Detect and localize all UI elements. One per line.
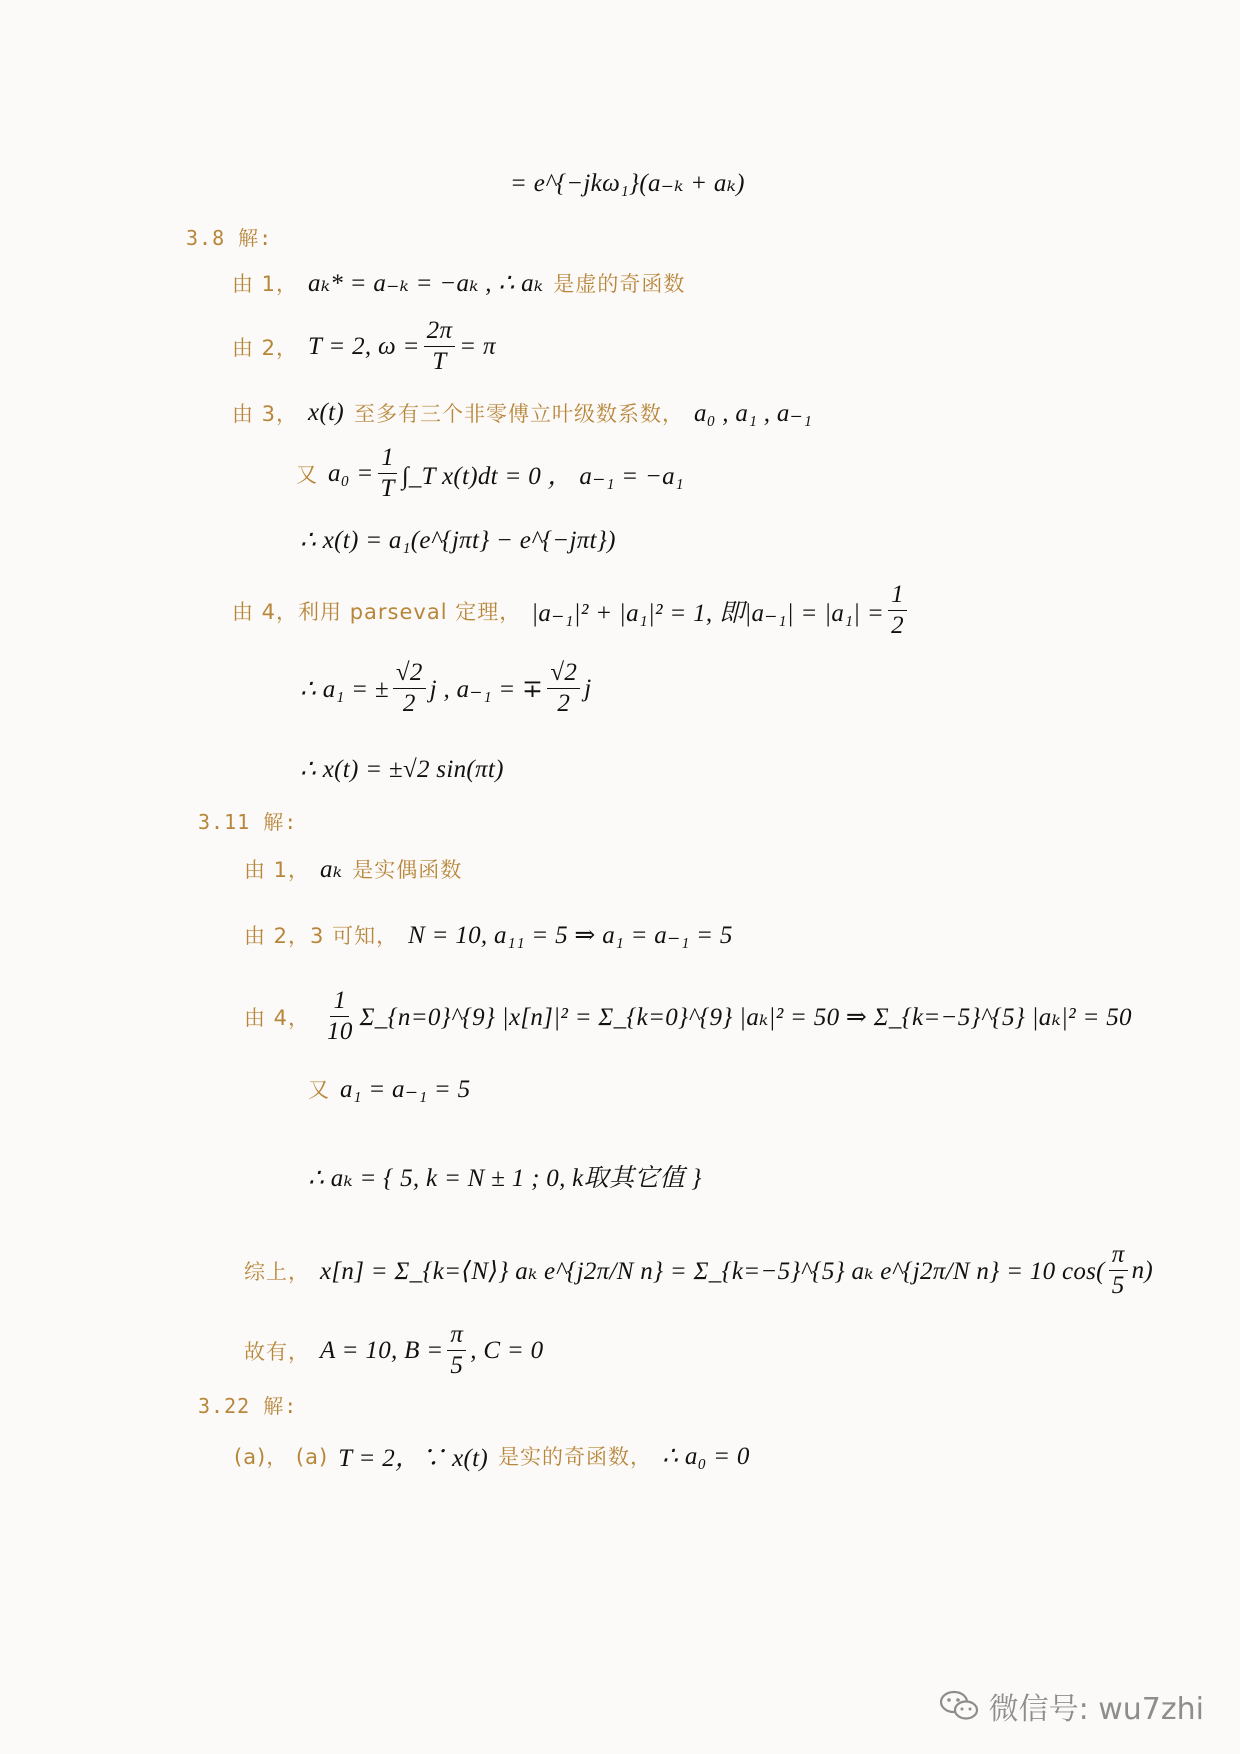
label: 由 1， [244,858,311,882]
equation: aₖ* = a₋ₖ = −aₖ , ∴ aₖ [308,270,544,297]
annotation: 是实偶函数 [352,858,463,882]
watermark [939,1684,1204,1728]
label: (a)， (a) [234,1445,329,1469]
numerator: √2 [547,660,580,689]
equation: N = 10, a₁₁ = 5 ⇒ a₁ = a₋₁ = 5 [408,922,733,949]
numerator: 1 [378,445,397,474]
equation: j [584,674,592,702]
fraction [324,988,356,1046]
label: 由 3， [232,402,299,426]
ak-piecewise-line [308,1158,702,1194]
fraction [424,318,456,376]
xt-line [300,525,616,555]
equation: T = 2, ω = [308,332,420,360]
a1-line [308,1074,470,1104]
equation: ∴ a₁ = ± [300,675,389,703]
result-line [300,754,504,784]
equation: Σ_{n=0}^{9} |x[n]|² = Σ_{k=0}^{9} |aₖ|² = 50 ⇒ Σ_{k=−5}^{5} |aₖ|² = 50 [359,1003,1132,1031]
fraction [1109,1242,1128,1300]
equation: = e^{−jkω₁}(a₋ₖ + aₖ) [510,170,745,197]
fraction [547,660,580,718]
denominator: T [380,475,395,503]
conclusion-line [244,1322,543,1380]
a0-line [296,445,684,503]
equation: |a₋₁|² + |a₁|² = 1, 即|a₋₁| = |a₁| = [531,599,885,627]
section-title: 3.22 解: [198,1394,298,1418]
equation: a₁ = a₋₁ = 5 [340,1076,471,1103]
equation-line [510,168,745,198]
equation: ∴ x(t) = a₁(e^{jπt} − e^{−jπt}) [300,527,616,554]
numerator: 2π [424,318,456,347]
numerator: π [447,1322,466,1351]
section-title: 3.11 解: [198,810,298,834]
denominator: 2 [891,612,904,640]
equation: ∫_T x(t)dt = 0 ， a₋₁ = −a₁ [401,462,684,490]
condition-1-line [232,268,695,298]
fraction [393,660,426,718]
denominator: T [432,348,447,376]
equation: n) [1131,1256,1154,1284]
a1-line [300,660,591,718]
summary-line [244,1242,1153,1300]
equation: a₀ , a₁ , a₋₁ [693,400,813,427]
equation: ∴ x(t) = ±√2 sin(πt) [300,756,504,783]
section-title: 3.8 解: [186,226,273,250]
numerator: 1 [330,988,349,1017]
section-heading-3-8 [186,222,272,251]
fraction [447,1322,466,1380]
label: 由 4，利用 parseval 定理， [232,599,522,624]
label: 由 4， [244,1005,311,1030]
condition-3-line [232,398,812,428]
annotation: 是实的奇函数， [498,1445,653,1469]
label: 由 2， [232,335,299,360]
label: 又 [308,1078,330,1102]
condition-2-line [232,318,496,376]
equation: aₖ [320,856,343,883]
condition-23-line [244,920,733,950]
denominator: 2 [402,690,416,718]
condition-1-line [244,854,472,884]
denominator: 5 [1111,1272,1125,1300]
watermark-text: 微信号: wu7zhi [988,1692,1204,1727]
numerator: π [1109,1242,1128,1271]
section-heading-3-22 [198,1390,297,1419]
denominator: 5 [450,1352,464,1380]
equation: ∴ a₀ = 0 [662,1443,750,1470]
equation: j , a₋₁ = ∓ [429,675,544,703]
numerator: √2 [393,660,426,689]
label: 故有， [244,1339,310,1364]
section-heading-3-11 [198,806,297,835]
fraction [378,445,398,503]
condition-4-line [244,988,1132,1046]
equation: x[n] = Σ_{k=⟨N⟩} aₖ e^{j2π/N n} = Σ_{k=−5}^{5} aₖ e^{j2π/N n} = 10 cos( [320,1257,1105,1285]
fraction [888,582,907,640]
condition-4-line [232,582,911,640]
numerator: 1 [888,582,907,611]
label: 综上， [244,1259,310,1284]
equation: a₀ = [328,459,374,487]
denominator: 10 [327,1018,353,1046]
label: 由 1， [232,272,299,296]
label: 由 2，3 可知， [244,924,399,948]
equation: x(t) [308,399,344,426]
annotation: 是虚的奇函数 [553,272,686,296]
denominator: 2 [557,690,571,718]
equation: , C = 0 [470,1336,544,1364]
equation: A = 10, B = [320,1336,444,1364]
part-a-line [234,1438,750,1474]
label: 又 [296,462,318,487]
equation: T = 2，∵ x(t) [338,1445,489,1472]
equation: ∴ aₖ = { 5, k = N ± 1 ; 0, k取其它值 } [308,1165,702,1192]
wechat-icon [939,1688,979,1724]
annotation: 至多有三个非零傅立叶级数系数， [353,402,684,426]
equation: = π [459,332,496,360]
